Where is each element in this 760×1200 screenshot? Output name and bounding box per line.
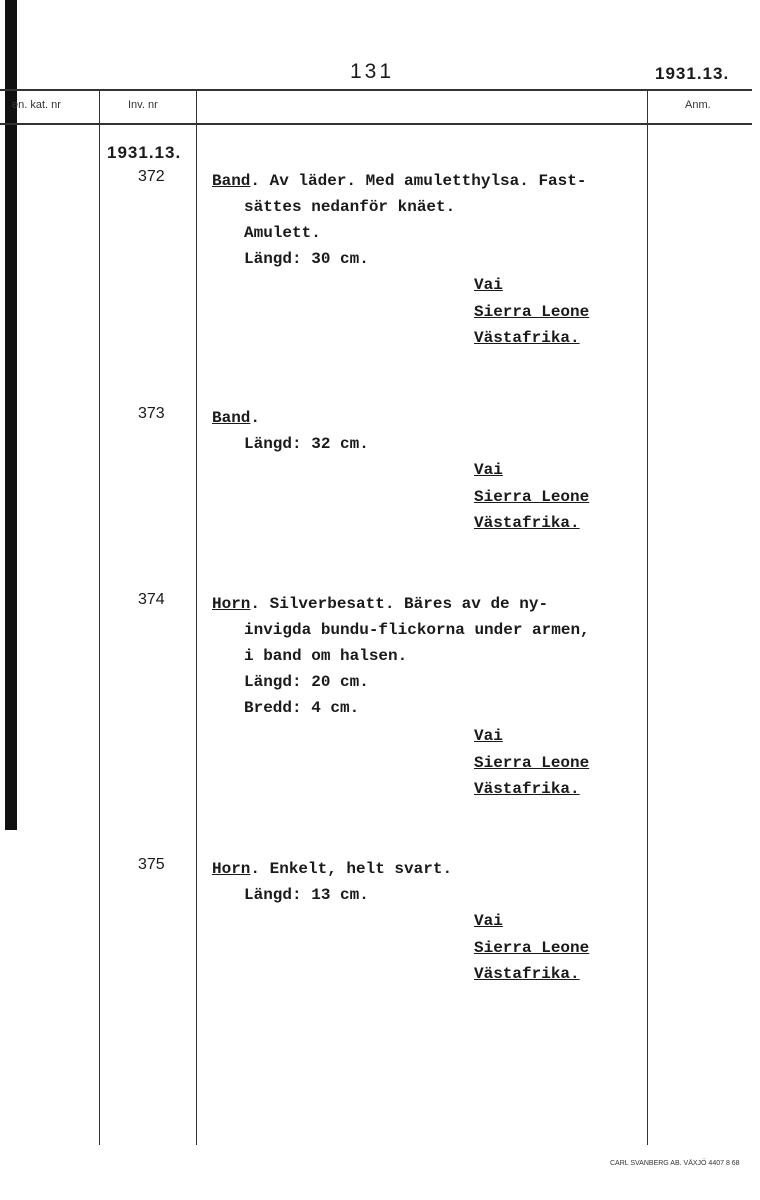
origin-region: Västafrika. — [474, 780, 580, 798]
description-line: sättes nedanför knäet. — [244, 198, 456, 216]
item-name: Band — [212, 409, 251, 427]
column-header-inv-nr: Inv. nr — [128, 99, 158, 111]
origin-block — [474, 272, 589, 352]
inventory-number: 373 — [138, 405, 165, 422]
collection-year: 1931.13. — [107, 143, 182, 162]
column-divider-2 — [196, 90, 197, 1145]
origin-block — [474, 457, 589, 537]
entry-description — [212, 168, 586, 272]
item-name: Horn — [212, 595, 251, 613]
printer-imprint: CARL SVANBERG AB. VÄXJÖ 4407 8 68 — [610, 1160, 740, 1167]
origin-block — [474, 723, 589, 803]
description-first-line — [212, 405, 369, 431]
description-first-line — [212, 856, 452, 882]
origin-country: Sierra Leone — [474, 753, 590, 772]
description-text: . Silverbesatt. Bäres av de ny- — [250, 595, 549, 613]
origin-region: Västafrika. — [474, 514, 580, 532]
column-header-gen-kat-nr: en. kat. nr — [12, 99, 61, 111]
entry-description — [212, 405, 369, 457]
catalog-entry — [0, 168, 752, 347]
column-divider-1 — [99, 90, 100, 1145]
item-name: Band — [212, 172, 251, 190]
origin-region: Västafrika. — [474, 329, 580, 347]
inventory-number: 374 — [138, 591, 165, 608]
column-header-anm: Anm. — [685, 99, 711, 111]
item-name: Horn — [212, 860, 251, 878]
origin-country: Sierra Leone — [474, 487, 590, 506]
origin-region: Västafrika. — [474, 965, 580, 983]
origin-people: Vai — [474, 727, 503, 745]
entry-description — [212, 856, 452, 908]
inventory-number: 375 — [138, 856, 165, 873]
page-number: 131 — [350, 60, 395, 83]
origin-people: Vai — [474, 461, 503, 479]
column-divider-3 — [647, 90, 648, 1145]
header-year: 1931.13. — [655, 64, 730, 83]
description-text: . Av läder. Med amuletthylsa. Fast- — [250, 172, 587, 190]
description-line: Längd: 32 cm. — [244, 435, 369, 453]
entry-description — [212, 591, 590, 721]
description-line: Längd: 13 cm. — [244, 886, 369, 904]
catalog-entry — [0, 405, 752, 532]
description-first-line — [212, 168, 586, 194]
origin-people: Vai — [474, 912, 503, 930]
description-line: invigda bundu-flickorna under armen, — [244, 621, 590, 639]
description-line: Bredd: 4 cm. — [244, 699, 360, 717]
origin-block — [474, 908, 589, 988]
description-line: Amulett. — [244, 224, 321, 242]
header-bottom-rule — [0, 123, 752, 125]
description-line: i band om halsen. — [244, 647, 408, 665]
description-text: . Enkelt, helt svart. — [250, 860, 453, 878]
origin-country: Sierra Leone — [474, 938, 590, 957]
origin-people: Vai — [474, 276, 503, 294]
inventory-number: 372 — [138, 168, 165, 185]
header-top-rule — [0, 89, 752, 91]
catalog-entry — [0, 856, 752, 983]
description-text: . — [250, 409, 261, 427]
description-first-line — [212, 591, 590, 617]
description-line: Längd: 30 cm. — [244, 250, 369, 268]
origin-country: Sierra Leone — [474, 302, 590, 321]
catalog-entry — [0, 591, 752, 798]
description-line: Längd: 20 cm. — [244, 673, 369, 691]
